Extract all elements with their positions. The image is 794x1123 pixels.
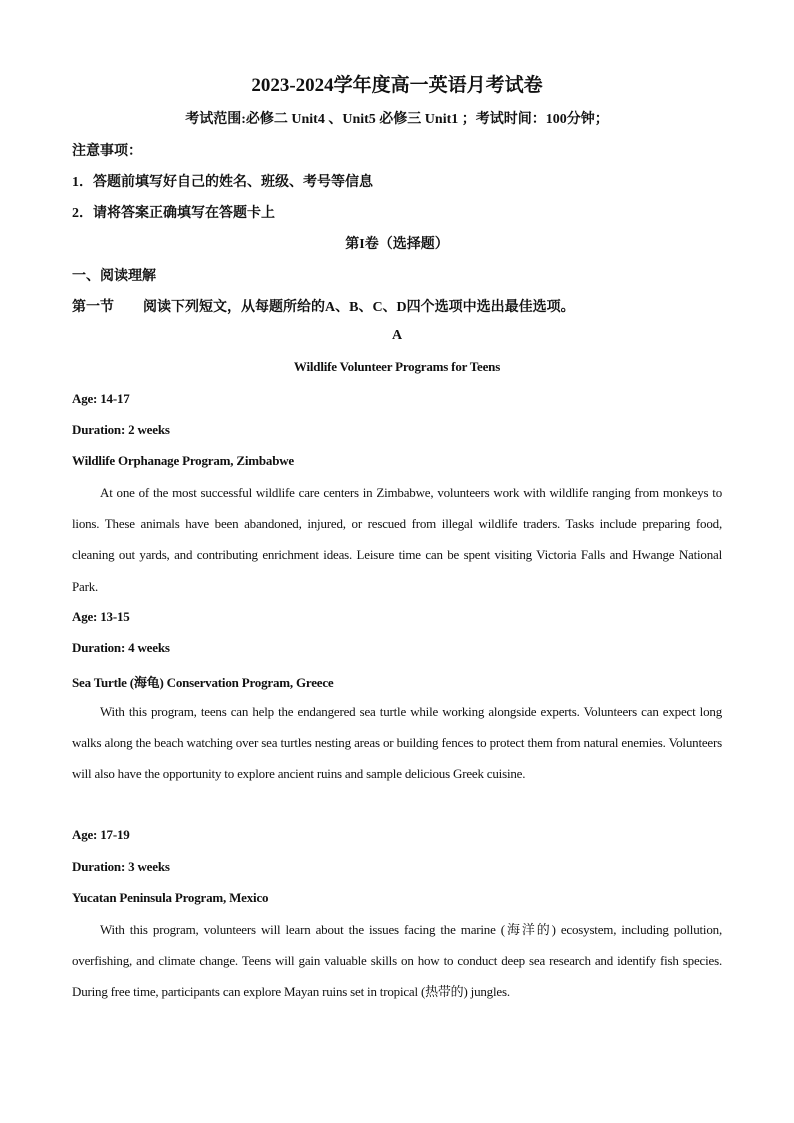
program-description: At one of the most successful wildlife care centers in Zimbabwe, volunteers work with wildlife ranging from monkeys to lions. These animals have been abandoned, injured, or rescued from illegal wildlife traders. Tasks include preparing food, cleaning out yards, and contributing enrichment ideas. Leisure time can be spent visiting Victoria Falls and Hwange National Park. [72, 485, 722, 594]
exam-title: 2023-2024学年度高一英语月考试卷 [251, 75, 543, 96]
part-heading: 一、阅读理解 [72, 269, 156, 284]
program-age: Age: 13-15 [72, 609, 130, 624]
program-duration: Duration: 4 weeks [72, 640, 170, 655]
program-name: Sea Turtle (海龟) Conservation Program, Greece [72, 675, 334, 690]
program-name: Wildlife Orphanage Program, Zimbabwe [72, 453, 294, 468]
program-description: With this program, volunteers will learn about the issues facing the marine (海洋的) ecosystem, including pollution, overfishing, and climate change. Teens will gain valuable skills on how to conduct deep sea research and identify fish species. During free time, participants can explore Mayan ruins set in tropical (热带的) jungles. [72, 922, 722, 1000]
note-2: 2．请将答案正确填写在答题卡上 [72, 206, 275, 221]
program-name: Yucatan Peninsula Program, Mexico [72, 890, 269, 905]
instruction [72, 296, 722, 316]
passage-title: Wildlife Volunteer Programs for Teens [293, 359, 501, 374]
volume-heading: 第I卷（选择题） [345, 237, 449, 252]
program-description: With this program, teens can help the endangered sea turtle while working alongside experts. Volunteers can expect long walks along the beach watching over sea turtles nesting areas or building fences to protect them from natural enemies. Volunteers will also have the opportunity to explore ancient ruins and sample delicious Greek cuisine. [72, 704, 722, 782]
instruction-label: 第一节 [72, 300, 114, 315]
exam-scope: 考试范围:必修二 Unit4 、Unit5 必修三 Unit1 ；考试时间：100分钟； [185, 112, 609, 127]
passage-letter: A [391, 328, 403, 343]
program-age: Age: 17-19 [72, 827, 130, 842]
program-duration: Duration: 3 weeks [72, 859, 170, 874]
note-1: 1．答题前填写好自己的姓名、班级、考号等信息 [72, 175, 373, 190]
notes-heading: 注意事项： [72, 144, 142, 159]
instruction-text: 阅读下列短文，从每题所给的A、B、C、D四个选项中选出最佳选项。 [143, 300, 575, 315]
program-duration: Duration: 2 weeks [72, 422, 170, 437]
program-age: Age: 14-17 [72, 391, 130, 406]
